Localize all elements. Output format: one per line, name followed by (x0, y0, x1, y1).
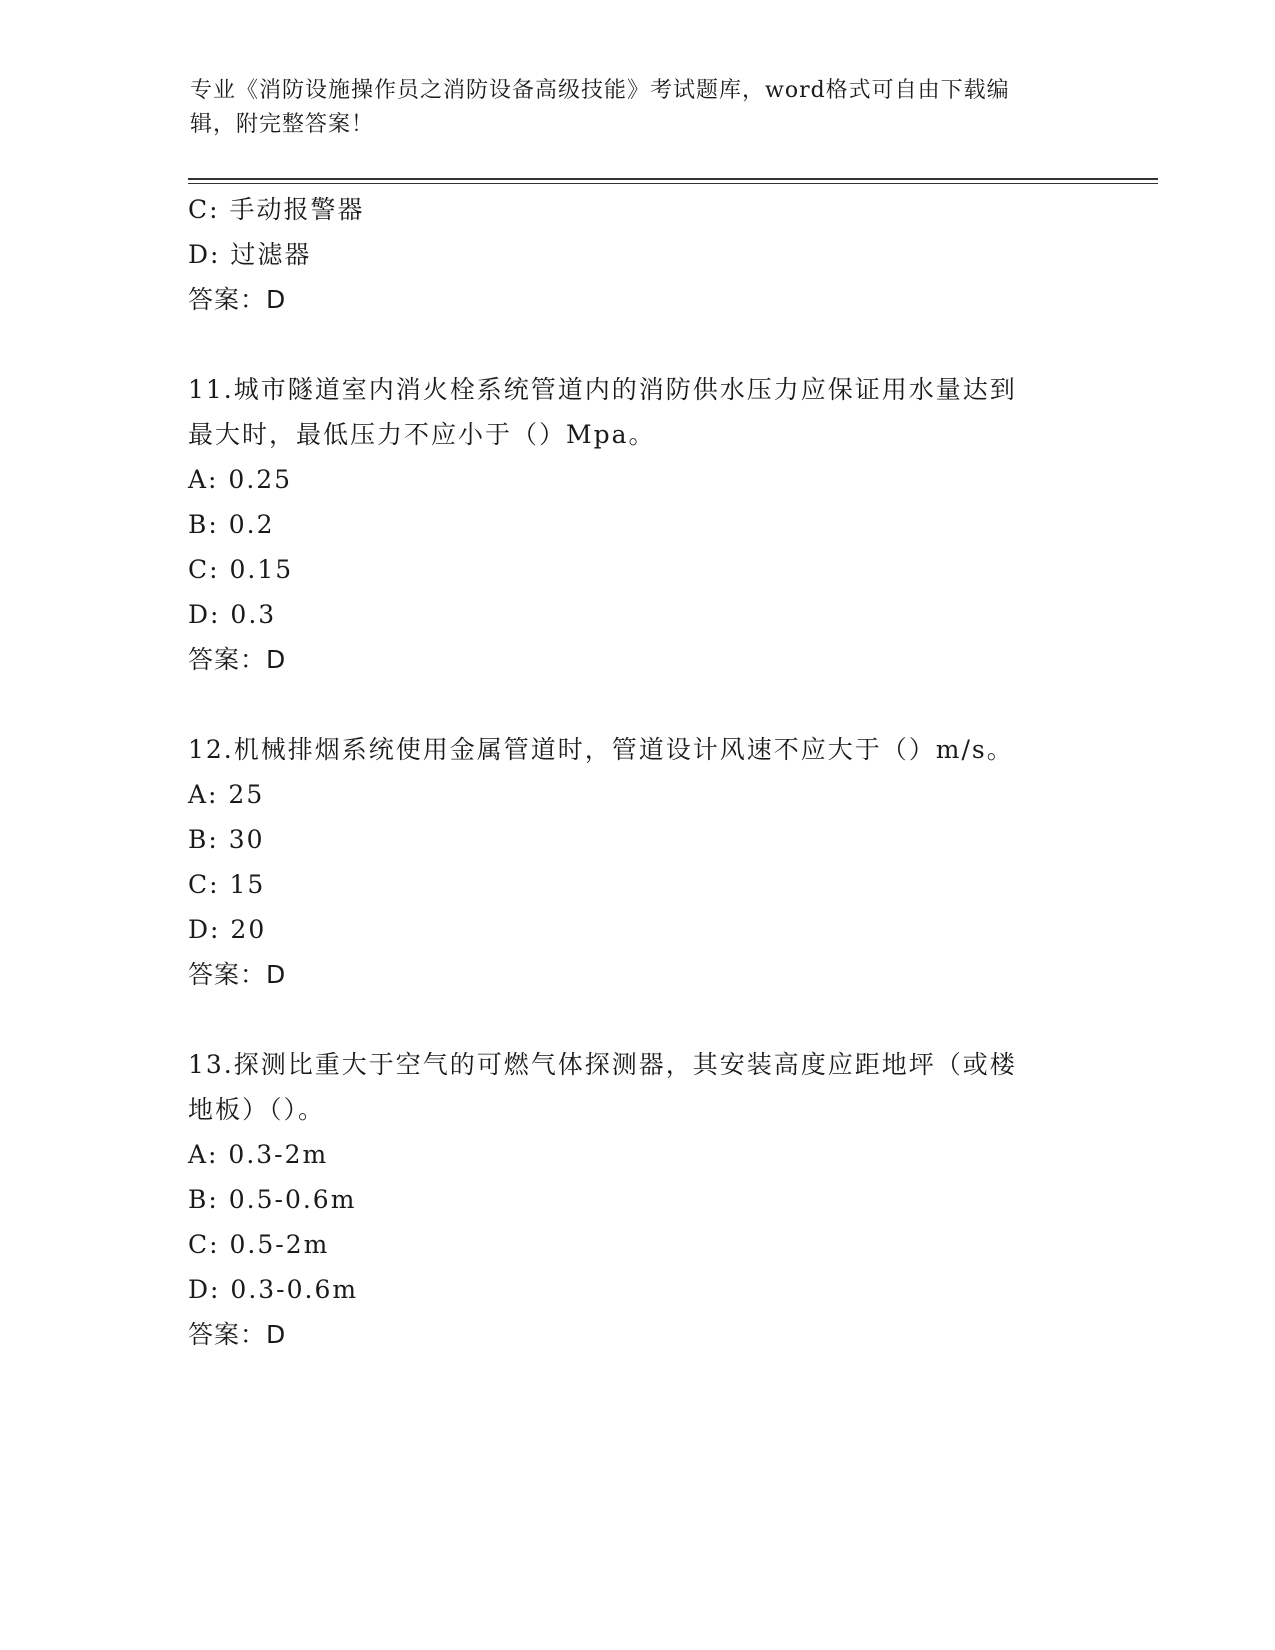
q13-option-c: C: 0.5-2m (188, 1230, 330, 1259)
q13-option-a: A: 0.3-2m (188, 1140, 329, 1169)
q12-stem-line-1: 12.机械排烟系统使用金属管道时，管道设计风速不应大于（）m/s。 (188, 735, 1014, 764)
q13-answer: 答案：D (188, 1320, 287, 1349)
q11-option-b: B: 0.2 (188, 510, 275, 539)
q11-option-a: A: 0.25 (188, 465, 293, 494)
q12-option-b: B: 30 (188, 825, 265, 854)
q11-option-d: D: 0.3 (188, 600, 277, 629)
q12-option-c: C: 15 (188, 870, 266, 899)
header-divider-thick (188, 178, 1158, 180)
q13-stem-line-2: 地板）（）。 (188, 1095, 326, 1124)
q10-option-d: D: 过滤器 (188, 240, 312, 269)
header-line-1: 专业《消防设施操作员之消防设备高级技能》考试题库，word格式可自由下载编 (190, 78, 1010, 103)
q13-stem-line-1: 13.探测比重大于空气的可燃气体探测器，其安装高度应距地坪（或楼 (188, 1050, 1017, 1079)
q11-answer: 答案：D (188, 645, 287, 674)
header-divider-thin (188, 183, 1158, 184)
q10-option-c: C: 手动报警器 (188, 195, 365, 224)
page-header (190, 74, 1070, 142)
q11-stem-line-2: 最大时，最低压力不应小于（）Mpa。 (188, 420, 656, 449)
q12-option-a: A: 25 (188, 780, 265, 809)
q12-answer: 答案：D (188, 960, 287, 989)
header-line-2: 辑，附完整答案！ (190, 112, 375, 137)
q13-option-b: B: 0.5-0.6m (188, 1185, 357, 1214)
q11-stem-line-1: 11.城市隧道室内消火栓系统管道内的消防供水压力应保证用水量达到 (188, 375, 1017, 404)
q11-option-c: C: 0.15 (188, 555, 294, 584)
q12-option-d: D: 20 (188, 915, 267, 944)
q10-answer: 答案：D (188, 285, 287, 314)
q13-option-d: D: 0.3-0.6m (188, 1275, 359, 1304)
